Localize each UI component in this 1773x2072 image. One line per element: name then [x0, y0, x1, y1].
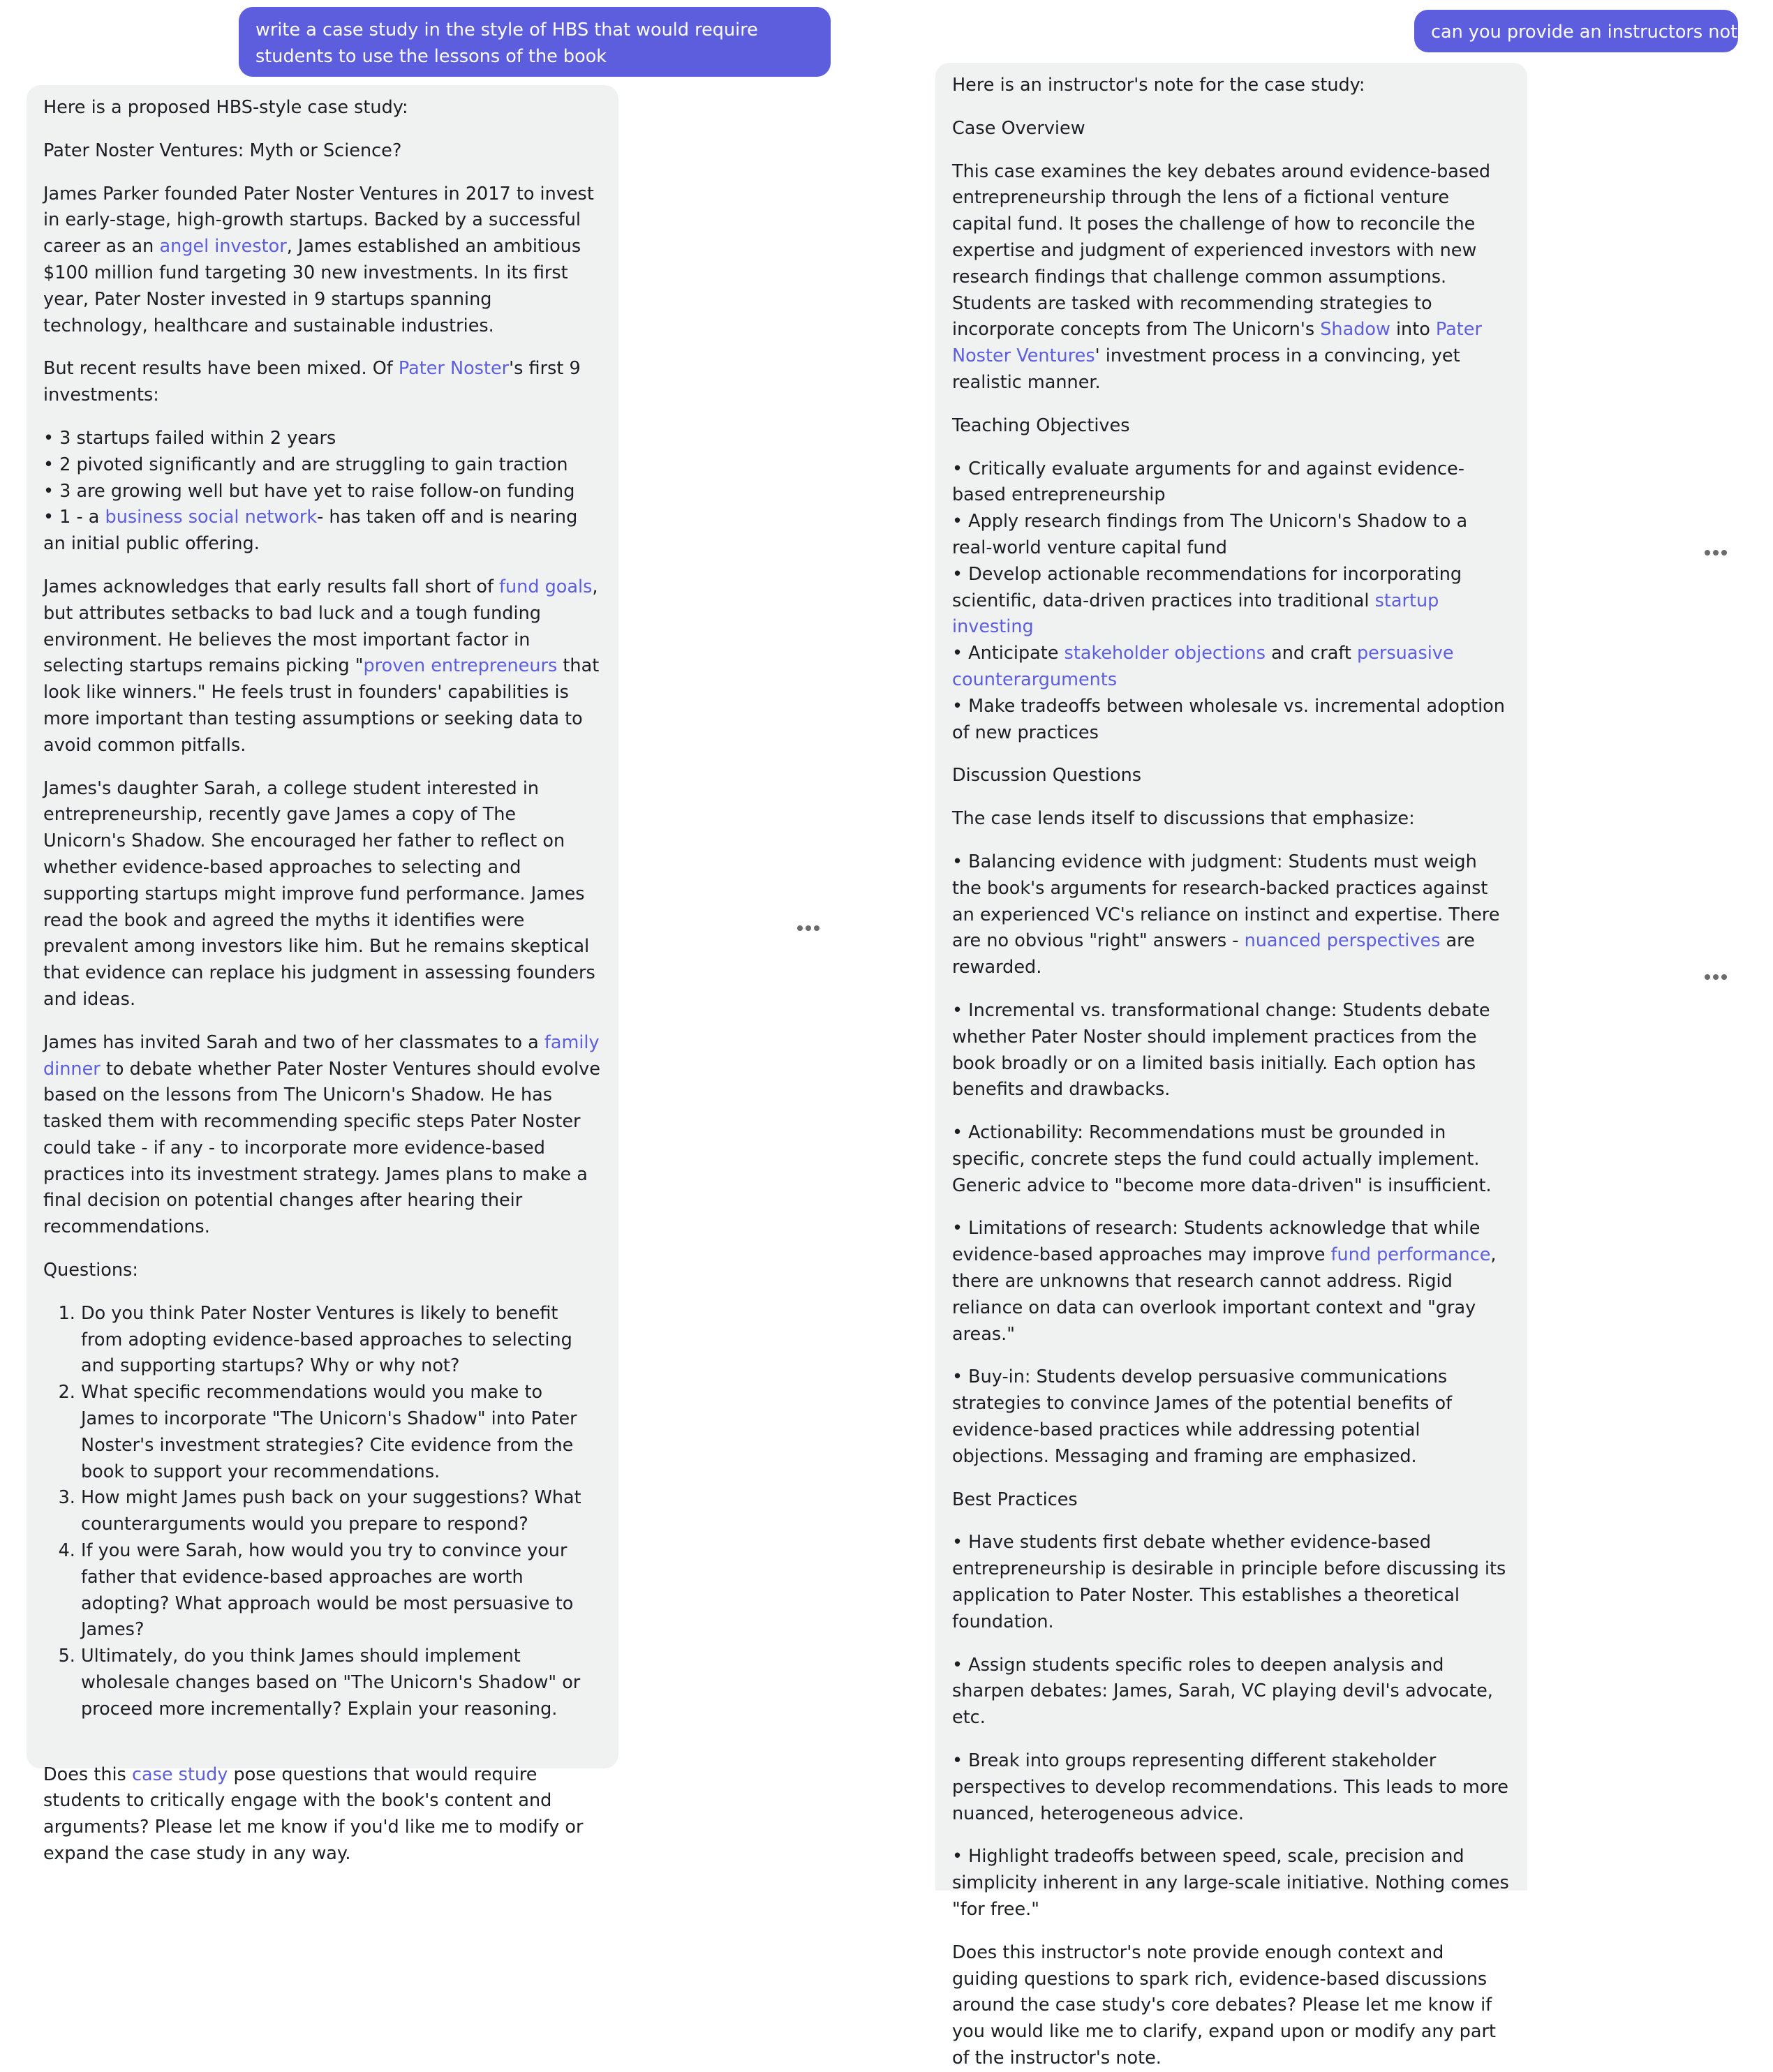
link-shadow[interactable]: Shadow: [1320, 319, 1390, 341]
closing-paragraph: Does this case study pose questions that would require students to critically engage with the book's content and arguments? Please let me know if you'd like me to modify or expand the case study in any way.: [43, 1764, 584, 1865]
list-item: • Break into groups representing different stakeholder perspectives to develop recommendations. This leads to more nuanced, heterogeneous advice.: [952, 1750, 1508, 1824]
list-item: • Have students first debate whether evidence-based entrepreneurship is desirable in principle before discussing its application to Pater Noster. This establishes a theoretical foundation.: [952, 1532, 1506, 1632]
question-item: 1. Do you think Pater Noster Ventures is likely to benefit from adopting evidence-based approaches to selecting and supporting startups? Why or why not?: [81, 1301, 602, 1380]
results-list: [43, 426, 602, 558]
objectives-list: [952, 456, 1511, 747]
link-persuasive-counterarguments[interactable]: persuasive counterarguments: [952, 643, 1454, 690]
assistant-message-bubble: [935, 63, 1527, 2069]
list-item: • Anticipate stakeholder objections and craft persuasive counterarguments: [952, 643, 1454, 690]
user-message-bubble: [239, 7, 831, 77]
more-horizontal-icon: [797, 925, 803, 931]
closing-paragraph: Does this instructor's note provide enough context and guiding questions to spark rich, evidence-based discussions around the case study's core debates? Please let me know if you would like me to clarify, expand upon or modify any part of the instructor's note.: [952, 1941, 1496, 2069]
more-options-button[interactable]: [1700, 546, 1731, 560]
paragraph: James's daughter Sarah, a college student interested in entrepreneurship, recently gave James a copy of The Unicorn's Shadow. She encouraged her father to reflect on whether evidence-based approaches to selecting and supporting startups might improve fund performance. James read the book and agreed the myths it identifies were prevalent among investors like him. But he remains skeptical that evidence can replace his judgment in assessing founders and ideas.: [43, 777, 595, 1010]
paragraph: This case examines the key debates around evidence-based entrepreneurship through the lens of a fictional venture capital fund. It poses the challenge of how to reconcile the expertise and judgment of experienced investors with new research findings that challenge common assumptions. Students are tasked with recommending strategies to incorporate concepts from The Unicorn's Shadow into Pater Noster Ventures' investment process in a convincing, yet realistic manner.: [952, 161, 1491, 393]
paragraph: But recent results have been mixed. Of Pater Noster's first 9 investments:: [43, 358, 581, 406]
user-message-bubble: [1414, 10, 1749, 52]
link-fund-performance[interactable]: fund performance: [1330, 1244, 1491, 1266]
link-startup-investing[interactable]: startup investing: [952, 590, 1439, 638]
user-message-text: can you provide an instructors note: [1431, 22, 1749, 43]
list-item: • Apply research findings from The Unicorn's Shadow to a real-world venture capital fund: [952, 511, 1468, 558]
paragraph: James acknowledges that early results fall short of fund goals, but attributes setbacks to bad luck and a tough funding environment. He believes the most important factor in selecting startups remains picking "proven entrepreneurs that look like winners." He feels trust in founders' capabilities is more important than testing assumptions or seeking data to avoid common pitfalls.: [43, 576, 600, 756]
link-case-study[interactable]: case study: [131, 1764, 228, 1785]
section-heading: Teaching Objectives: [952, 415, 1130, 436]
paragraph: James Parker founded Pater Noster Ventures in 2017 to invest in early-stage, high-growth startups. Backed by a successful career as an angel investor, James established an ambitious $100 million fund targeting 30 new investments. In its first year, Pater Noster invested in 9 startups spanning technology, healthcare and sustainable industries.: [43, 183, 594, 336]
list-item: • 1 - a business social network- has taken off and is nearing an initial public offering.: [43, 507, 578, 555]
more-horizontal-icon: [1705, 550, 1710, 556]
link-family-dinner[interactable]: family dinner: [43, 1031, 600, 1080]
question-item: 5. Ultimately, do you think James should implement wholesale changes based on "The Unicorn's Shadow" or proceed more incrementally? Explain your reasoning.: [81, 1644, 602, 1722]
paragraph: The case lends itself to discussions that emphasize:: [952, 808, 1415, 830]
link-pater-noster-ventures[interactable]: Pater Noster Ventures: [952, 319, 1482, 367]
question-item: 2. What specific recommendations would you make to James to incorporate "The Unicorn's Shadow" into Pater Noster's investment strategies? Cite evidence from the book to support your recommendations.: [81, 1380, 602, 1485]
list-item: • 3 startups failed within 2 years: [43, 427, 336, 449]
list-item: • Actionability: Recommendations must be grounded in specific, concrete steps the fund could actually implement. Generic advice to "become more data-driven" is insufficient.: [952, 1122, 1492, 1196]
intro-text: Here is an instructor's note for the case study:: [952, 75, 1365, 96]
list-item: • 3 are growing well but have yet to raise follow-on funding: [43, 480, 575, 502]
link-pater-noster[interactable]: Pater Noster: [398, 358, 510, 380]
more-horizontal-icon: [1705, 974, 1710, 980]
more-options-button[interactable]: [793, 921, 824, 935]
more-options-button[interactable]: [1700, 970, 1731, 984]
link-proven-entrepreneurs[interactable]: proven entrepreneurs: [363, 655, 558, 677]
link-nuanced-perspectives[interactable]: nuanced perspectives: [1244, 930, 1441, 952]
list-item: • Highlight tradeoffs between speed, scale, precision and simplicity inherent in any large-scale initiative. Nothing comes "for free.": [952, 1846, 1509, 1921]
list-item: • Balancing evidence with judgment: Students must weigh the book's arguments for research-backed practices against an experienced VC's reliance on instinct and expertise. There are no obvious "right" answers - nuanced perspectives are rewarded.: [952, 851, 1500, 978]
assistant-message-bubble: [27, 85, 618, 1865]
user-message-text: write a case study in the style of HBS that would require students to use the lessons of the book: [255, 20, 758, 67]
intro-text: Here is a proposed HBS-style case study:: [43, 97, 408, 118]
questions-label: Questions:: [43, 1260, 138, 1281]
questions-list: [43, 1301, 602, 1723]
link-stakeholder-objections[interactable]: stakeholder objections: [1064, 643, 1266, 664]
spacer: [43, 1723, 602, 1762]
link-business-social-network[interactable]: business social network: [105, 507, 318, 528]
list-item: • Develop actionable recommendations for incorporating scientific, data-driven practices into traditional startup investing: [952, 563, 1462, 638]
paragraph: James has invited Sarah and two of her classmates to a family dinner to debate whether Pater Noster Ventures should evolve based on the lessons from The Unicorn's Shadow. He has tasked them with recommending specific steps Pater Noster could take - if any - to incorporate more evidence-based practices into its investment strategy. James plans to make a final decision on potential changes after hearing their recommendations.: [43, 1031, 600, 1238]
list-item: • 2 pivoted significantly and are struggling to gain traction: [43, 454, 568, 475]
link-angel-investor[interactable]: angel investor: [159, 236, 287, 258]
link-fund-goals[interactable]: fund goals: [499, 576, 593, 597]
list-item: • Assign students specific roles to deepen analysis and sharpen debates: James, Sarah, VC playing devil's advocate, etc.: [952, 1654, 1493, 1729]
case-title: Pater Noster Ventures: Myth or Science?: [43, 140, 402, 161]
list-item: • Make tradeoffs between wholesale vs. incremental adoption of new practices: [952, 695, 1505, 743]
list-item: • Critically evaluate arguments for and against evidence-based entrepreneurship: [952, 458, 1464, 506]
list-item: • Buy-in: Students develop persuasive communications strategies to convince James of the potential benefits of evidence-based practices while addressing potential objections. Messaging and framing are emphasized.: [952, 1366, 1453, 1467]
list-item: • Limitations of research: Students acknowledge that while evidence-based approaches may improve fund performance, there are unknowns that research cannot address. Rigid reliance on data can overlook important context and "gray areas.": [952, 1218, 1497, 1345]
list-item: • Incremental vs. transformational change: Students debate whether Pater Noster should implement practices from the book broadly or on a limited basis initially. Each option has benefits and drawbacks.: [952, 999, 1490, 1101]
question-item: 3. How might James push back on your suggestions? What counterarguments would you prepare to respond?: [81, 1485, 602, 1538]
section-heading: Case Overview: [952, 117, 1085, 139]
section-heading: Best Practices: [952, 1489, 1078, 1510]
section-heading: Discussion Questions: [952, 765, 1142, 787]
question-item: 4. If you were Sarah, how would you try to convince your father that evidence-based approaches are worth adopting? What approach would be most persuasive to James?: [81, 1538, 602, 1644]
